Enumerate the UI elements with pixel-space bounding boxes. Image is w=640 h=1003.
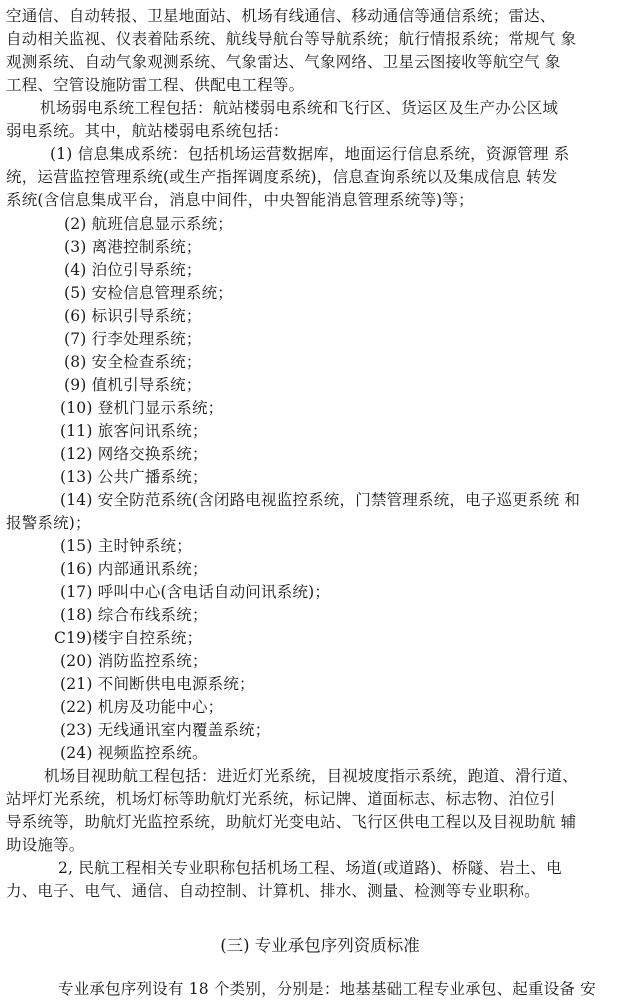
- paragraph-line: 2, 民航工程相关专业职称包括机场工程、场道(或道路)、桥隧、岩土、电: [58, 859, 562, 877]
- list-item: (10) 登机门显示系统；: [60, 399, 224, 417]
- list-item: (3) 离港控制系统；: [64, 238, 202, 256]
- list-item: (21) 不间断供电电源系统；: [60, 675, 255, 693]
- list-item: (2) 航班信息显示系统；: [64, 215, 233, 233]
- paragraph-line: 专业承包序列设有 18 个类别，分别是：地基基础工程专业承包、起重设备 安: [58, 980, 596, 998]
- paragraph-line: 工程、空管设施防雷工程、供配电工程等。: [6, 76, 305, 94]
- list-item: (1) 信息集成系统：包括机场运营数据库，地面运行信息系统，资源管理 系: [50, 145, 570, 163]
- list-item: (9) 值机引导系统；: [64, 376, 202, 394]
- list-item: (23) 无线通讯室内覆盖系统；: [60, 721, 271, 739]
- list-item: (4) 泊位引导系统；: [64, 261, 202, 279]
- paragraph-line: 助设施等。: [6, 836, 85, 854]
- list-item: (16) 内部通讯系统；: [60, 560, 208, 578]
- list-item: (5) 安检信息管理系统；: [64, 284, 233, 302]
- list-item: (24) 视频监控系统。: [60, 744, 208, 762]
- list-item-continuation: 统，运营监控管理系统(或生产指挥调度系统)，信息查询系统以及集成信息 转发: [6, 168, 558, 186]
- list-item: (17) 呼叫中心(含电话自动问讯系统)；: [60, 583, 331, 601]
- list-item: (11) 旅客问讯系统；: [60, 422, 208, 440]
- list-item: (6) 标识引导系统；: [64, 307, 202, 325]
- paragraph-line: 观测系统、自动气象观测系统、气象雷达、气象网络、卫星云图接收等航空气 象: [6, 53, 561, 71]
- list-item: (20) 消防监控系统；: [60, 652, 208, 670]
- list-item: (15) 主时钟系统；: [60, 537, 192, 555]
- list-item: (18) 综合布线系统；: [60, 606, 208, 624]
- list-item: (22) 机房及功能中心；: [60, 698, 224, 716]
- section-heading: (三) 专业承包序列资质标准: [220, 936, 420, 955]
- paragraph-line: 自动相关监视、仪表着陆系统、航线导航台等导航系统；航行情报系统；常规气 象: [6, 30, 577, 48]
- list-item-continuation: 系统(含信息集成平台，消息中间件，中央智能消息管理系统等)等；: [6, 191, 474, 209]
- paragraph-line: 弱电系统。其中，航站楼弱电系统包括：: [6, 122, 289, 140]
- list-item-continuation: 报警系统)；: [6, 514, 91, 532]
- paragraph-line: 机场目视助航工程包括：进近灯光系统，目视坡度指示系统，跑道、滑行道、: [44, 767, 578, 785]
- paragraph-line: 导系统等，助航灯光监控系统，助航灯光变电站、飞行区供电工程以及目视助航 辅: [6, 813, 577, 831]
- list-item: (13) 公共广播系统；: [60, 468, 208, 486]
- list-item: C19)楼宇自控系统；: [54, 629, 203, 647]
- paragraph-line: 站坪灯光系统，机场灯标等助航灯光系统，标记牌、道面标志、标志物、泊位引: [6, 790, 556, 808]
- paragraph-line: 空通信、自动转报、卫星地面站、机场有线通信、移动通信等通信系统；雷达、: [6, 7, 556, 25]
- list-item: (7) 行李处理系统；: [64, 330, 202, 348]
- list-item: (12) 网络交换系统；: [60, 445, 208, 463]
- paragraph-line: 机场弱电系统工程包括：航站楼弱电系统和飞行区、货运区及生产办公区域: [40, 99, 559, 117]
- list-item: (8) 安全检查系统；: [64, 353, 202, 371]
- paragraph-line: 力、电子、电气、通信、自动控制、计算机、排水、测量、检测等专业职称。: [6, 882, 540, 900]
- list-item: (14) 安全防范系统(含闭路电视监控系统，门禁管理系统，电子巡更系统 和: [60, 491, 581, 509]
